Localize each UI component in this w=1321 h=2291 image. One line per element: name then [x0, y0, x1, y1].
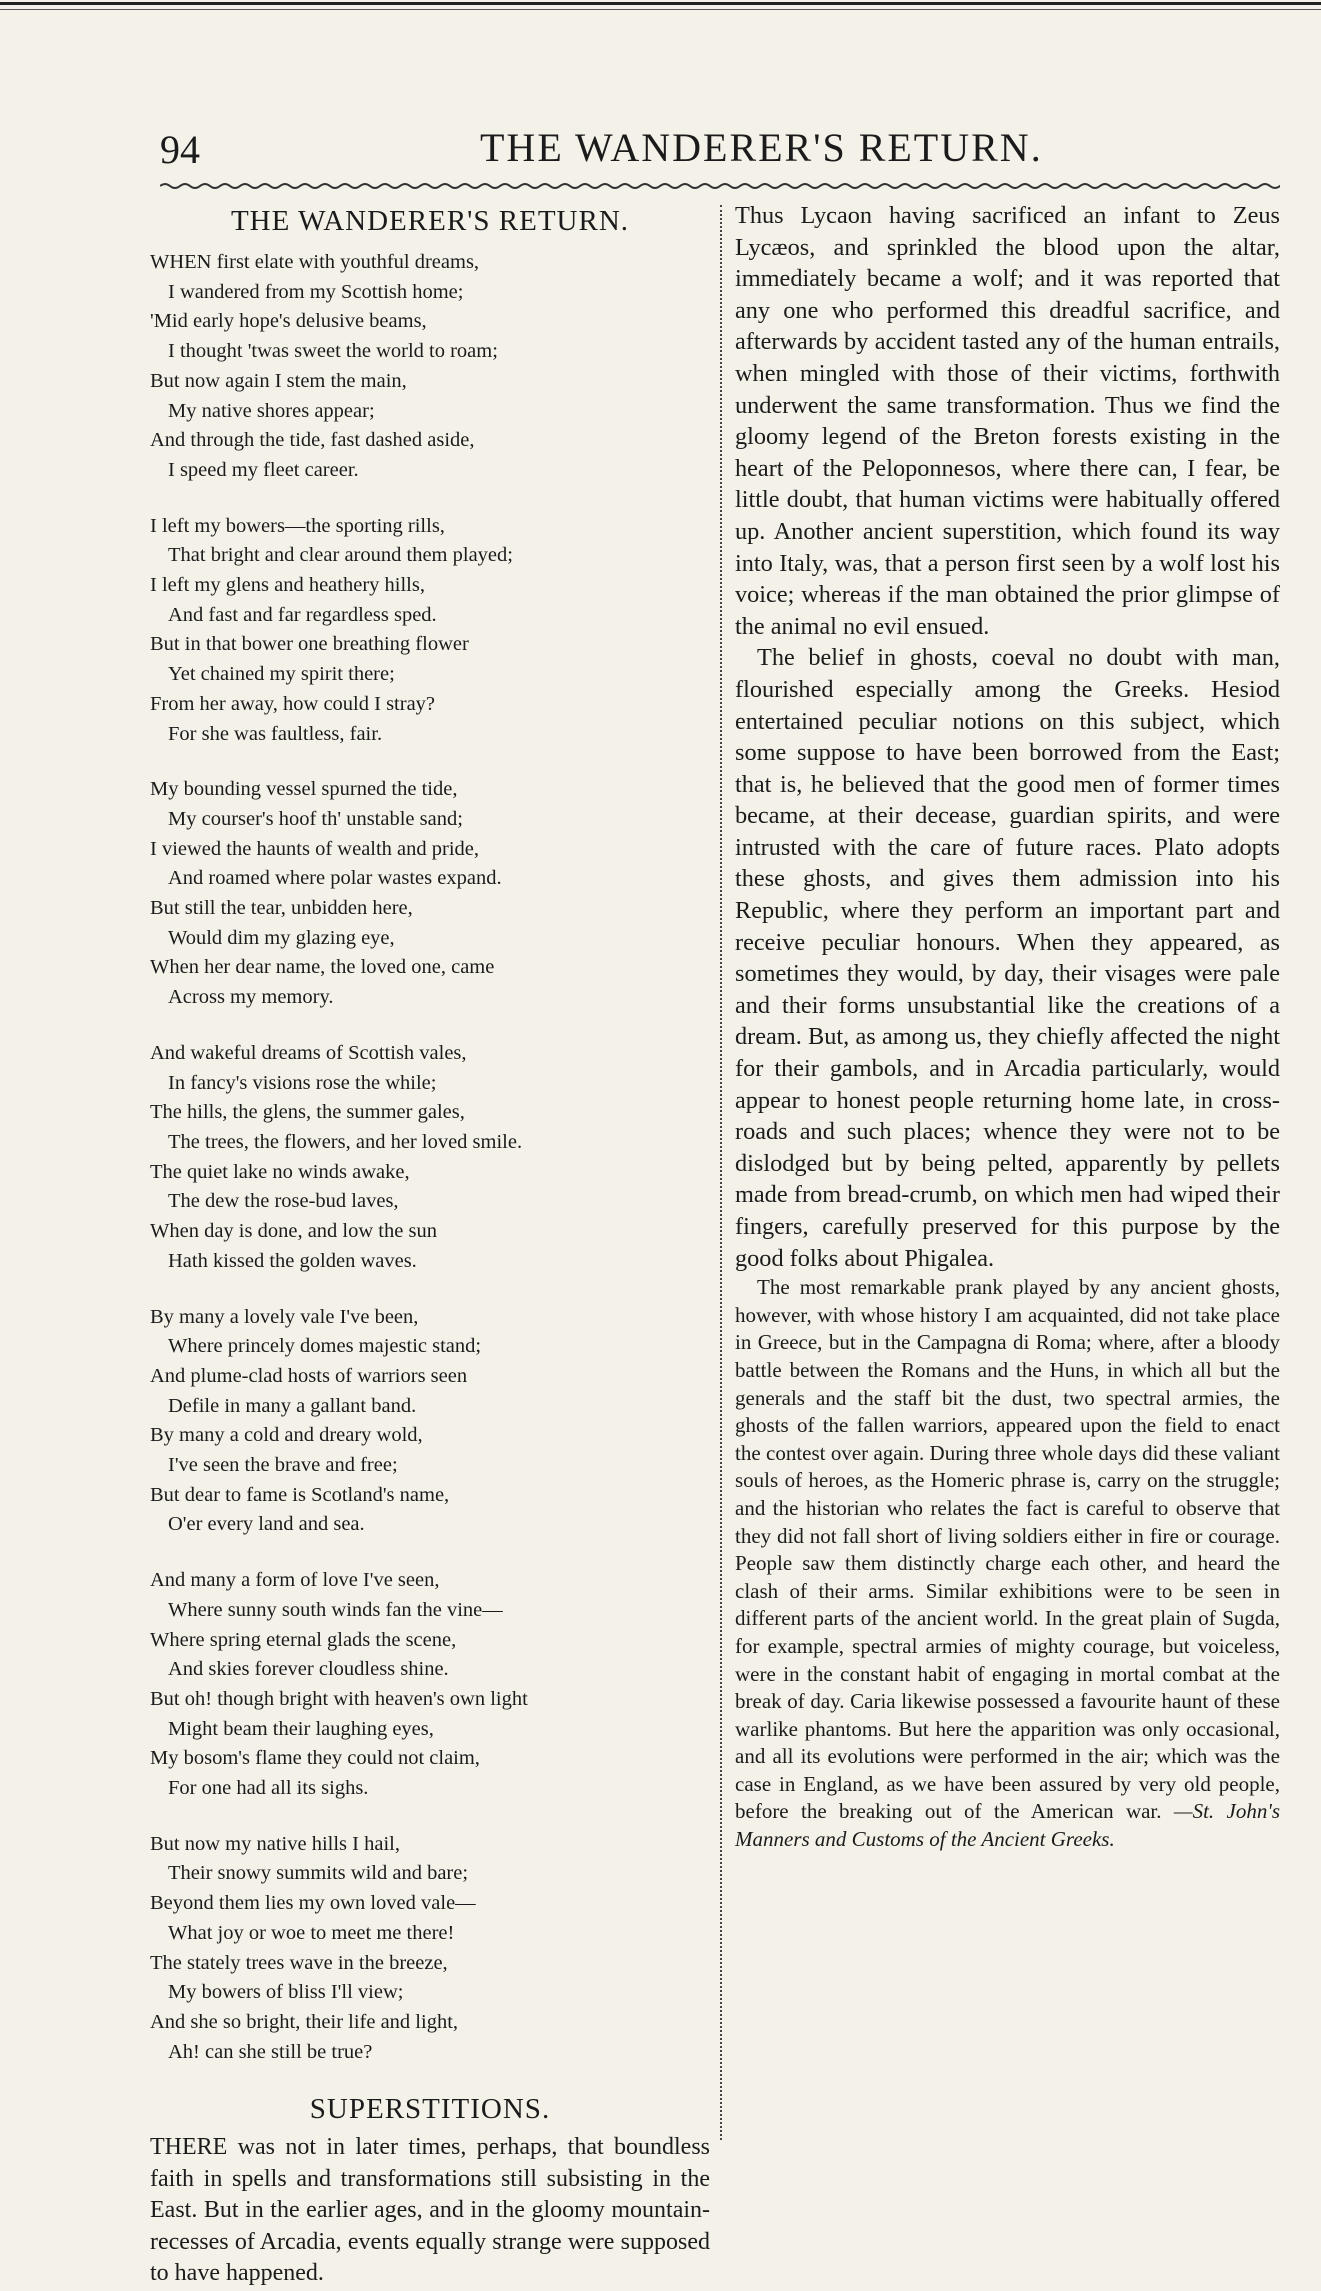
- poem-line: And roamed where polar wastes expand.: [168, 867, 502, 890]
- page-number: 94: [160, 127, 200, 172]
- poem-line: I left my glens and heathery hills,: [150, 574, 425, 597]
- poem-line: O'er every land and sea.: [168, 1513, 365, 1536]
- poem-line: And many a form of love I've seen,: [150, 1569, 440, 1592]
- poem-line: The trees, the flowers, and her loved smile.: [168, 1130, 523, 1153]
- poem-line: Where spring eternal glads the scene,: [150, 1628, 457, 1651]
- poem-line: I've seen the brave and free;: [168, 1454, 398, 1477]
- poem-line: And she so bright, their life and light,: [150, 2010, 459, 2033]
- poem-line: By many a cold and dreary wold,: [150, 1424, 423, 1447]
- poem-line: Where princely domes majestic stand;: [168, 1335, 482, 1358]
- right-column: [735, 200, 1280, 1854]
- column-divider: [720, 205, 722, 2140]
- poem-body: [150, 248, 710, 2067]
- poem-line: For one had all its sighs.: [168, 1777, 369, 1800]
- paragraph-spectral-armies-text: The most remarkable prank played by any ancient ghosts, however, with whose history I am acquainted, did not take place in Greece, but in the Campagna di Roma; where, after a bloody battle between the Romans and the Huns, in which all but the generals and the staff bit the dust, two spectral armies, the ghosts of the fallen warriors, appeared upon the field to enact the contest over again. During three whole days did these valiant souls of heroes, as the Homeric phrase is, carry on the struggle; and the historian who relates the fact is careful to observe that they did not fall short of living soldiers either in fire or courage. People saw them distinctly charge each other, and heard the clash of their arms. Similar exhibitions were to be seen in different parts of the ancient world. In the great plain of Sugda, for example, spectral armies of mighty courage, but voiceless, were in the constant habit of engaging in mortal combat at the break of day. Caria likewise possessed a favourite haunt of these warlike phantoms. But here the apparition was only occasional, and all its evolutions were performed in the air; which was the case in England, as we have been assured by very old people, before the breaking out of the American war.: [735, 1275, 1280, 1824]
- wavy-rule: [160, 180, 1280, 192]
- poem-line: My bosom's flame they could not claim,: [150, 1747, 480, 1770]
- poem-title: THE WANDERER'S RETURN.: [230, 205, 630, 237]
- poem-line: Yet chained my spirit there;: [168, 663, 395, 686]
- poem-line: Might beam their laughing eyes,: [168, 1717, 434, 1740]
- poem-stanza: [150, 1039, 710, 1277]
- poem-line: My bowers of bliss I'll view;: [168, 1981, 404, 2004]
- paragraph-lycaon: Thus Lycaon having sacrificed an infant to Zeus Lycæos, and sprinkled the blood upon the altar, immediately became a wolf; and it was reported that any one who performed this dreadful sacrifice, and afterwards by accident tasted any of the human entrails, when mingled with those of their victims, forthwith underwent the same transformation. Thus we find the gloomy legend of the Breton forests existing in the heart of the Peloponnesos, where there can, I fear, be little doubt, that human victims were habitually offered up. Another ancient superstition, which found its way into Italy, was, that a person first seen by a wolf lost his voice; whereas if the man obtained the prior glimpse of the animal no evil ensued.: [735, 202, 1280, 640]
- poem-line: And fast and far regardless sped.: [168, 603, 437, 626]
- left-column: [150, 205, 710, 2290]
- poem-line: For she was faultless, fair.: [168, 722, 383, 745]
- superstitions-intro: THERE was not in later times, perhaps, that boundless faith in spells and transformations still subsisting in the East. But in the earlier ages, and in the gloomy mountain-recesses of Arcadia, events equally strange were supposed to have happened.: [150, 2134, 710, 2287]
- top-rule: [0, 2, 1321, 5]
- poem-line: When her dear name, the loved one, came: [150, 956, 495, 979]
- poem-stanza: [150, 1566, 710, 1804]
- poem-stanza: [150, 248, 710, 486]
- poem-line: But now my native hills I hail,: [150, 1832, 400, 1855]
- poem-stanza: [150, 512, 710, 750]
- poem-line: I speed my fleet career.: [168, 458, 359, 481]
- poem-line: Would dim my glazing eye,: [168, 926, 395, 949]
- poem-line: I wandered from my Scottish home;: [168, 280, 464, 303]
- poem-line: Defile in many a gallant band.: [168, 1394, 417, 1417]
- section-title-superstitions: SUPERSTITIONS.: [309, 2093, 551, 2126]
- poem-line: I left my bowers—the sporting rills,: [150, 514, 445, 537]
- poem-line: WHEN first elate with youthful dreams,: [150, 251, 480, 273]
- poem-line: From her away, how could I stray?: [150, 692, 436, 715]
- poem-line: 'Mid early hope's delusive beams,: [150, 310, 427, 333]
- poem-line: The quiet lake no winds awake,: [150, 1160, 410, 1183]
- poem-line: Their snowy summits wild and bare;: [168, 1862, 469, 1885]
- poem-line: My native shores appear;: [168, 399, 375, 422]
- top-rule-thin: [0, 9, 1321, 10]
- poem-stanza: [150, 1830, 710, 2068]
- poem-line: And wakeful dreams of Scottish vales,: [150, 1041, 467, 1064]
- running-head: THE WANDERER'S RETURN.: [480, 125, 1043, 170]
- poem-line: Beyond them lies my own loved vale—: [150, 1892, 476, 1915]
- poem-line: Hath kissed the golden waves.: [168, 1249, 417, 1272]
- poem-line: Where sunny south winds fan the vine—: [168, 1598, 503, 1621]
- poem-line: And skies forever cloudless shine.: [168, 1658, 449, 1681]
- poem-line: Ah! can she still be true?: [168, 2040, 373, 2063]
- poem-line: In fancy's visions rose the while;: [168, 1071, 437, 1094]
- source-citation: —St. John's Manners and Customs of the Ancient Greeks.: [735, 1799, 1280, 1852]
- poem-line: And through the tide, fast dashed aside,: [150, 429, 475, 452]
- poem-stanza: [150, 775, 710, 1013]
- poem-line: But still the tear, unbidden here,: [150, 897, 413, 920]
- poem-line: That bright and clear around them played;: [168, 544, 513, 567]
- poem-line: I viewed the haunts of wealth and pride,: [150, 837, 480, 860]
- poem-line: When day is done, and low the sun: [150, 1220, 437, 1243]
- poem-line: By many a lovely vale I've been,: [150, 1305, 419, 1328]
- poem-line: Across my memory.: [168, 986, 334, 1009]
- poem-stanza: [150, 1303, 710, 1541]
- page-header: [160, 118, 1280, 178]
- poem-line: What joy or woe to meet me there!: [168, 1921, 455, 1944]
- poem-line: But oh! though bright with heaven's own light: [150, 1687, 528, 1710]
- poem-line: My bounding vessel spurned the tide,: [150, 778, 458, 801]
- poem-line: The hills, the glens, the summer gales,: [150, 1101, 465, 1124]
- poem-line: But in that bower one breathing flower: [150, 633, 469, 656]
- poem-line: But now again I stem the main,: [150, 369, 407, 392]
- poem-line: The stately trees wave in the breeze,: [150, 1951, 448, 1974]
- poem-line: My courser's hoof th' unstable sand;: [168, 807, 463, 830]
- paragraph-spectral-armies: [735, 1274, 1280, 1853]
- poem-line: And plume-clad hosts of warriors seen: [150, 1364, 468, 1387]
- paragraph-ghosts: The belief in ghosts, coeval no doubt with man, flourished especially among the Greeks. Hesiod entertained peculiar notions on this subject, which some suppose to have been borrowed from the East; that is, he believed that the good men of former times became, at their decease, guardian spirits, and were intrusted with the care of future races. Plato adopts these ghosts, and gives them admission into his Republic, where they perform an important part and receive peculiar honours. When they appeared, as sometimes they would, by day, their visages were pale and their forms unsubstantial like the creations of a dream. But, as among us, they chiefly affected the night for their gambols, and in Arcadia particularly, would appear to honest people returning home late, in cross-roads and such places; whence they were not to be dislodged but by being pelted, apparently by pellets made from bread-crumb, on which men had wiped their fingers, carefully preserved for this purpose by the good folks about Phigalea.: [735, 644, 1280, 1272]
- poem-line: I thought 'twas sweet the world to roam;: [168, 340, 498, 363]
- poem-line: But dear to fame is Scotland's name,: [150, 1483, 450, 1506]
- poem-line: The dew the rose-bud laves,: [168, 1190, 399, 1213]
